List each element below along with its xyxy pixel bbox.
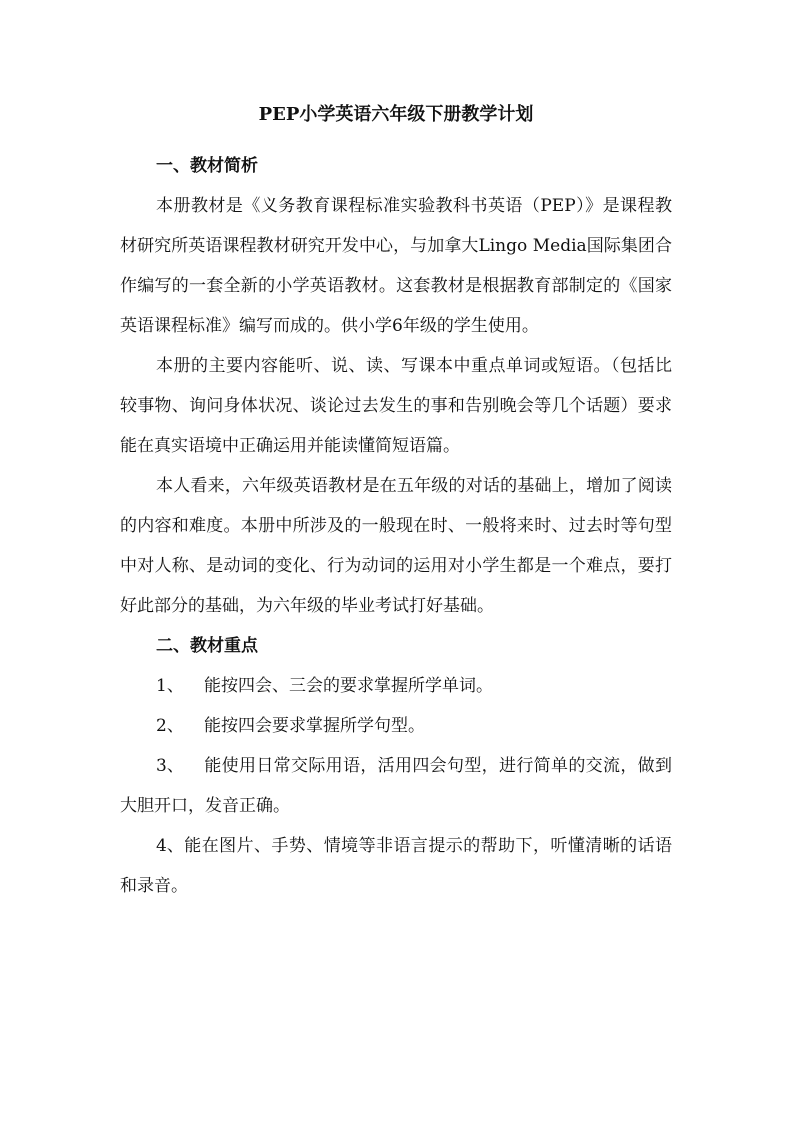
document-content — [120, 103, 672, 906]
section-heading-textbook-focus: 二、教材重点 — [156, 636, 258, 656]
document-title: PEP小学英语六年级下册教学计划 — [258, 104, 534, 125]
list-item-number: 4、 — [156, 836, 184, 856]
list-item-text: 能使用日常交际用语，活用四会句型，进行简单的交流，做到大胆开口，发音正确。 — [120, 756, 672, 816]
paragraph-author-view: 本人看来，六年级英语教材是在五年级的对话的基础上，增加了阅读的内容和难度。本册中所涉及的一般现在时、一般将来时、过去时等句型中对人称、是动词的变化、行为动词的运用对小学生都是一个难点，要打好此部分的基础，为六年级的毕业考试打好基础。 — [120, 476, 672, 616]
list-item-number: 1、 — [156, 676, 184, 696]
list-item — [120, 746, 672, 826]
list-item-number: 3、 — [156, 756, 184, 776]
section-heading-textbook-analysis: 一、教材简析 — [156, 156, 258, 176]
paragraph-textbook-intro: 本册教材是《义务教育课程标准实验教科书英语（PEP）》是课程教材研究所英语课程教材研究开发中心，与加拿大Lingo Media国际集团合作编写的一套全新的小学英语教材。这套教材是根据教育部制定的《国家英语课程标准》编写而成的。供小学6年级的学生使用。 — [120, 196, 672, 336]
list-item-number: 2、 — [156, 716, 184, 736]
list-item-text: 能按四会要求掌握所学句型。 — [204, 716, 425, 736]
list-item — [120, 826, 672, 906]
list-item-text: 能按四会、三会的要求掌握所学单词。 — [204, 676, 493, 696]
list-item — [120, 666, 672, 706]
paragraph-main-content: 本册的主要内容能听、说、读、写课本中重点单词或短语。（包括比较事物、询问身体状况、谈论过去发生的事和告别晚会等几个话题）要求能在真实语境中正确运用并能读懂简短语篇。 — [120, 356, 672, 456]
list-item — [120, 706, 672, 746]
list-item-text: 能在图片、手势、情境等非语言提示的帮助下，听懂清晰的话语和录音。 — [120, 836, 672, 896]
